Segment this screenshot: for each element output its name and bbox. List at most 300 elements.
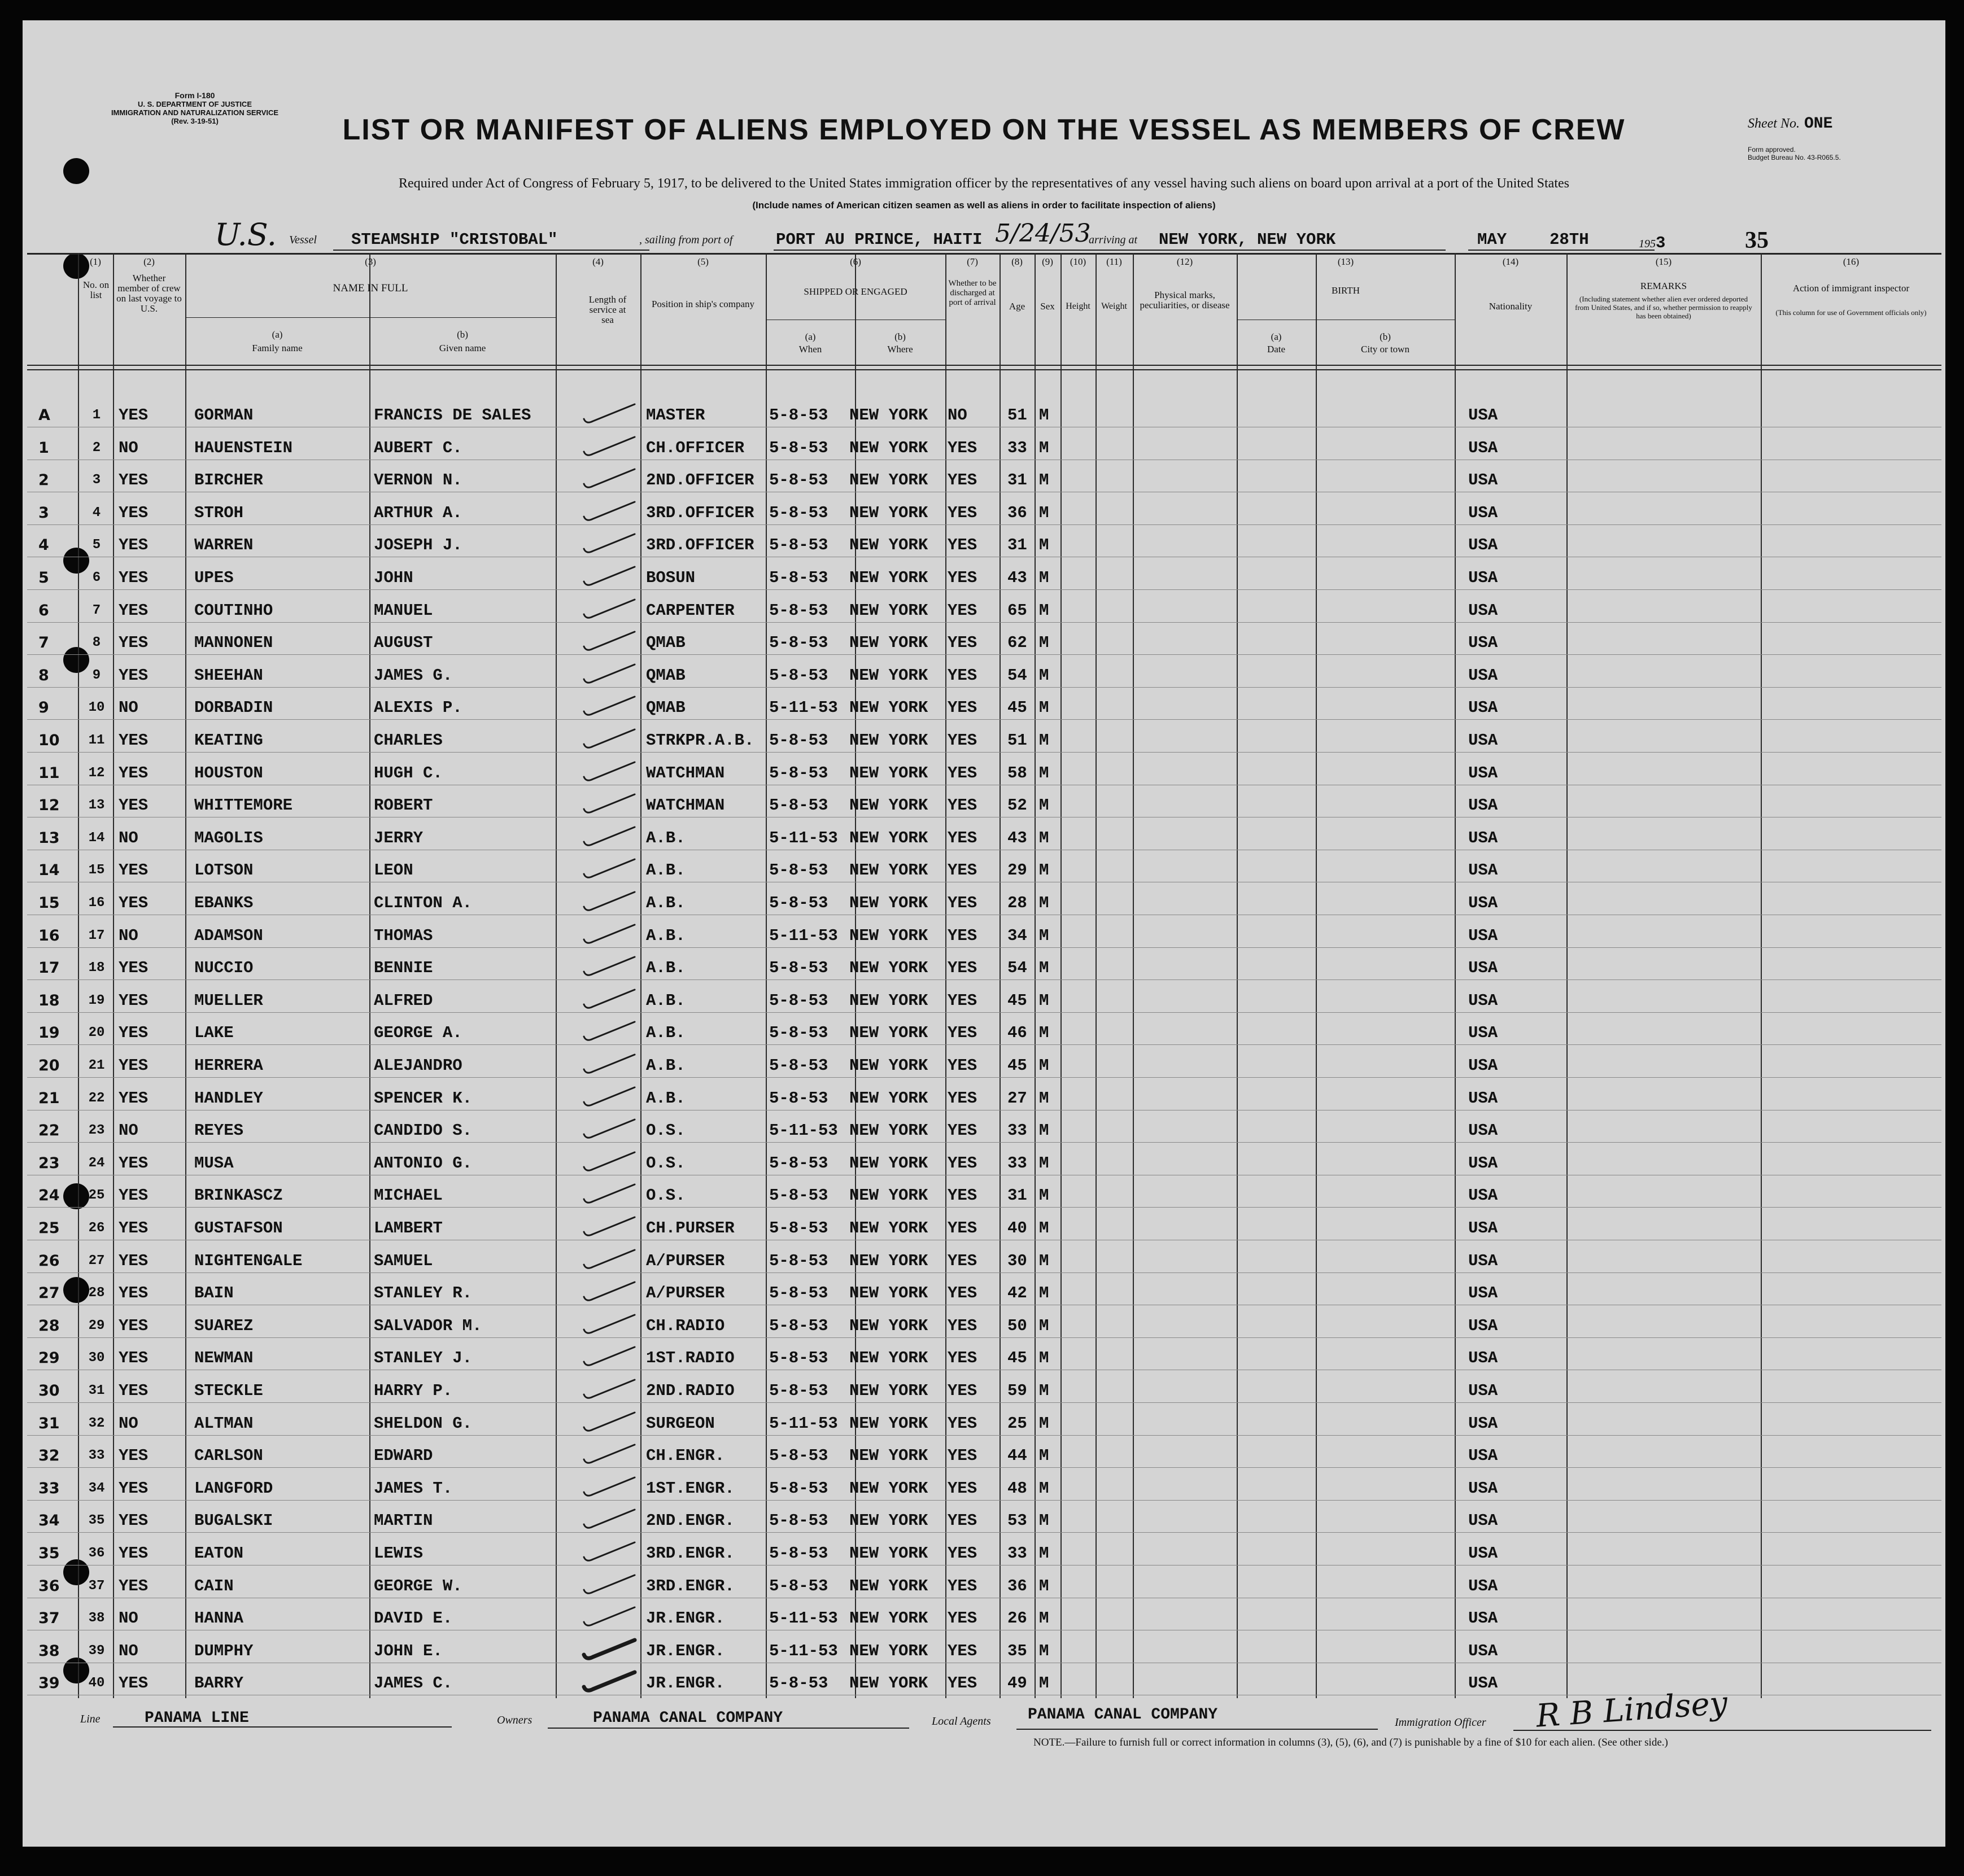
row-shipped-where: NEW YORK (849, 1641, 928, 1660)
row-left-index: 17 (38, 959, 60, 977)
row-shipped-when: 5-8-53 (769, 536, 828, 555)
row-sex: M (1039, 1641, 1049, 1660)
row-shipped-when: 5-11-53 (769, 926, 838, 945)
row-shipped-when: 5-11-53 (769, 1641, 838, 1660)
row-given-name: STANLEY J. (374, 1349, 473, 1368)
row-given-name: SPENCER K. (374, 1088, 473, 1108)
row-shipped-where: NEW YORK (849, 698, 928, 718)
row-position: JR.ENGR. (646, 1641, 725, 1660)
row-prev-voyage: YES (119, 1316, 149, 1335)
col5-number: (5) (697, 256, 709, 267)
row-number: 27 (88, 1253, 105, 1269)
row-shipped-where: NEW YORK (849, 438, 928, 457)
row-left-index: 30 (38, 1382, 60, 1400)
row-given-name: JAMES G. (374, 666, 453, 685)
row-family-name: COUTINHO (194, 601, 273, 620)
row-left-index: 14 (38, 862, 60, 880)
row-age: 65 (1007, 601, 1027, 620)
check-mark-icon (559, 526, 644, 560)
row-shipped-where: NEW YORK (849, 991, 928, 1010)
check-mark-icon (559, 1274, 644, 1308)
row-position: O.S. (646, 1121, 686, 1140)
row-position: A.B. (646, 1056, 686, 1075)
row-position: A/PURSER (646, 1284, 725, 1303)
row-nationality: USA (1468, 1024, 1498, 1043)
row-left-index: 25 (38, 1219, 60, 1237)
row-discharged: YES (948, 796, 977, 815)
footer-owners-label: Owners (497, 1714, 533, 1726)
row-shipped-when: 5-8-53 (769, 1544, 828, 1563)
footer-owners-value: PANAMA CANAL COMPANY (593, 1709, 783, 1727)
row-age: 45 (1007, 1056, 1027, 1075)
row-given-name: HUGH C. (374, 763, 443, 782)
row-shipped-where: NEW YORK (849, 1024, 928, 1043)
row-sex: M (1039, 1056, 1049, 1075)
row-sex: M (1039, 1153, 1049, 1173)
row-age: 33 (1007, 438, 1027, 457)
row-discharged: YES (948, 601, 977, 620)
check-mark-icon (559, 1437, 644, 1471)
row-prev-voyage: YES (119, 1511, 149, 1530)
row-prev-voyage: YES (119, 1284, 149, 1303)
row-nationality: USA (1468, 1186, 1498, 1205)
row-prev-voyage: YES (119, 406, 149, 425)
row-shipped-where: NEW YORK (849, 1446, 928, 1466)
footer-line-label: Line (80, 1713, 101, 1725)
footer-line-value: PANAMA LINE (145, 1709, 249, 1727)
row-left-index: 36 (38, 1577, 60, 1595)
row-sex: M (1039, 796, 1049, 815)
row-left-index: 27 (38, 1284, 60, 1302)
handwritten-date: 5/24/53 (995, 219, 1091, 248)
row-family-name: DUMPHY (194, 1641, 254, 1660)
row-nationality: USA (1468, 1088, 1498, 1108)
row-position: A.B. (646, 926, 686, 945)
col8-number: (8) (1011, 256, 1023, 267)
check-mark-icon (559, 1664, 644, 1698)
row-discharged: YES (948, 503, 977, 522)
col14-number: (14) (1502, 256, 1519, 267)
row-given-name: MANUEL (374, 601, 433, 620)
form-number: Form I-180 (174, 91, 215, 100)
check-mark-icon (559, 1470, 644, 1503)
row-shipped-when: 5-8-53 (769, 894, 828, 912)
row-sex: M (1039, 1024, 1049, 1043)
vessel-label: Vessel (289, 234, 317, 246)
row-given-name: JAMES T. (374, 1479, 453, 1498)
row-age: 49 (1007, 1674, 1027, 1693)
row-number: 15 (88, 863, 105, 878)
row-family-name: NEWMAN (194, 1349, 254, 1368)
check-mark-icon (559, 786, 644, 820)
row-position: WATCHMAN (646, 763, 725, 782)
row-nationality: USA (1468, 503, 1498, 522)
row-given-name: STANLEY R. (374, 1284, 473, 1303)
row-age: 45 (1007, 698, 1027, 718)
row-sex: M (1039, 1219, 1049, 1237)
row-shipped-when: 5-8-53 (769, 406, 828, 425)
col3a-header: Family name (252, 343, 303, 353)
row-left-index: 1 (38, 439, 49, 457)
row-family-name: STECKLE (194, 1381, 263, 1400)
row-position: 1ST.ENGR. (646, 1479, 735, 1498)
approval-line: Form approved. (1748, 146, 1796, 154)
row-age: 43 (1007, 828, 1027, 847)
row-prev-voyage: YES (119, 1024, 149, 1043)
row-nationality: USA (1468, 471, 1498, 490)
row-given-name: ROBERT (374, 796, 433, 815)
row-given-name: JAMES C. (374, 1674, 453, 1693)
row-shipped-when: 5-8-53 (769, 1153, 828, 1173)
col15-number: (15) (1655, 256, 1672, 267)
row-shipped-when: 5-8-53 (769, 959, 828, 978)
arrival-month: MAY (1477, 230, 1507, 249)
row-number: 14 (88, 830, 105, 846)
row-sex: M (1039, 1446, 1049, 1466)
row-position: JR.ENGR. (646, 1674, 725, 1693)
row-nationality: USA (1468, 698, 1498, 718)
row-sex: M (1039, 1251, 1049, 1270)
row-shipped-where: NEW YORK (849, 601, 928, 620)
row-shipped-where: NEW YORK (849, 1284, 928, 1303)
row-nationality: USA (1468, 1609, 1498, 1628)
row-position: 2ND.RADIO (646, 1381, 735, 1400)
col6-number: (6) (850, 256, 861, 267)
handwritten-prefix: U.S. (215, 217, 277, 252)
row-family-name: WHITTEMORE (194, 796, 293, 815)
row-nationality: USA (1468, 861, 1498, 880)
row-given-name: ARTHUR A. (374, 503, 462, 522)
row-number: 22 (88, 1090, 105, 1106)
row-position: 3RD.OFFICER (646, 503, 754, 522)
sheet-number-value: ONE (1804, 115, 1833, 133)
row-age: 53 (1007, 1511, 1027, 1530)
check-mark-icon (559, 1177, 644, 1210)
row-given-name: LAMBERT (374, 1219, 443, 1237)
row-nationality: USA (1468, 1056, 1498, 1075)
row-prev-voyage: YES (119, 1479, 149, 1498)
row-sex: M (1039, 471, 1049, 490)
row-family-name: SHEEHAN (194, 666, 263, 685)
row-age: 45 (1007, 991, 1027, 1010)
row-family-name: HANDLEY (194, 1088, 263, 1108)
row-discharged: YES (948, 731, 977, 750)
row-given-name: JOHN (374, 569, 413, 587)
row-discharged: YES (948, 1479, 977, 1498)
check-mark-icon (559, 1502, 644, 1536)
row-discharged: YES (948, 1056, 977, 1075)
row-prev-voyage: YES (119, 1446, 149, 1466)
row-number: 7 (92, 602, 101, 618)
row-age: 51 (1007, 406, 1027, 425)
row-position: CH.PURSER (646, 1219, 735, 1237)
row-sex: M (1039, 1544, 1049, 1563)
row-nationality: USA (1468, 1219, 1498, 1237)
row-prev-voyage: YES (119, 1674, 149, 1693)
row-family-name: NUCCIO (194, 959, 254, 978)
row-nationality: USA (1468, 991, 1498, 1010)
row-shipped-where: NEW YORK (849, 471, 928, 490)
row-family-name: GORMAN (194, 406, 254, 425)
row-family-name: HAUENSTEIN (194, 438, 293, 457)
row-number: 11 (88, 733, 105, 748)
row-prev-voyage: NO (119, 828, 138, 847)
row-number: 35 (88, 1513, 105, 1529)
row-nationality: USA (1468, 1284, 1498, 1303)
row-sex: M (1039, 1316, 1049, 1335)
check-mark-icon (559, 721, 644, 755)
row-shipped-when: 5-8-53 (769, 1511, 828, 1530)
row-position: BOSUN (646, 569, 696, 587)
row-left-index: 39 (38, 1674, 60, 1693)
col7-header: Whether to be discharged at port of arrival (948, 279, 997, 307)
col3-header: NAME IN FULL (333, 282, 408, 294)
row-age: 29 (1007, 861, 1027, 880)
row-position: CARPENTER (646, 601, 735, 620)
row-position: O.S. (646, 1153, 686, 1173)
row-left-index: 5 (38, 569, 49, 587)
row-nationality: USA (1468, 959, 1498, 978)
row-number: 12 (88, 765, 105, 781)
row-left-index: 35 (38, 1545, 60, 1562)
col3b-number: (b) (457, 329, 468, 340)
check-mark-icon (559, 917, 644, 951)
row-position: QMAB (646, 698, 686, 718)
col12-header: Physical marks, peculiarities, or disease (1140, 290, 1230, 311)
sailing-label: , sailing from port of (639, 234, 733, 246)
row-shipped-where: NEW YORK (849, 796, 928, 815)
check-mark-icon (559, 461, 644, 495)
col13-number: (13) (1337, 256, 1354, 267)
row-shipped-when: 5-8-53 (769, 991, 828, 1010)
row-given-name: VERNON N. (374, 471, 462, 490)
row-shipped-where: NEW YORK (849, 569, 928, 587)
row-nationality: USA (1468, 633, 1498, 653)
arrival-day: 28TH (1550, 230, 1589, 249)
row-given-name: ANTONIO G. (374, 1153, 473, 1173)
row-sex: M (1039, 438, 1049, 457)
row-prev-voyage: YES (119, 569, 149, 587)
row-number: 5 (92, 537, 101, 553)
check-mark-icon (559, 1047, 644, 1081)
col13-header: BIRTH (1332, 285, 1360, 296)
row-age: 62 (1007, 633, 1027, 653)
row-family-name: LANGFORD (194, 1479, 273, 1498)
row-shipped-where: NEW YORK (849, 1511, 928, 1530)
row-family-name: BIRCHER (194, 471, 263, 490)
row-number: 30 (88, 1350, 105, 1366)
row-position: MASTER (646, 406, 705, 425)
row-given-name: LEWIS (374, 1544, 424, 1563)
row-age: 36 (1007, 503, 1027, 522)
row-family-name: MANNONEN (194, 633, 273, 653)
row-sex: M (1039, 1479, 1049, 1498)
row-family-name: NIGHTENGALE (194, 1251, 303, 1270)
row-discharged: YES (948, 698, 977, 718)
check-mark-icon (559, 592, 644, 626)
row-left-index: 31 (38, 1414, 60, 1432)
row-sex: M (1039, 991, 1049, 1010)
row-shipped-where: NEW YORK (849, 1219, 928, 1237)
row-family-name: BUGALSKI (194, 1511, 273, 1530)
row-prev-voyage: YES (119, 991, 149, 1010)
officer-signature: R B Lindsey (1535, 1685, 1729, 1735)
check-mark-icon (559, 819, 644, 853)
row-age: 26 (1007, 1609, 1027, 1628)
row-discharged: YES (948, 959, 977, 978)
row-position: O.S. (646, 1186, 686, 1205)
row-nationality: USA (1468, 1511, 1498, 1530)
row-number: 37 (88, 1578, 105, 1594)
row-age: 52 (1007, 796, 1027, 815)
vessel-name: STEAMSHIP "CRISTOBAL" (351, 230, 558, 249)
col3-number: (3) (365, 256, 376, 267)
row-prev-voyage: YES (119, 1186, 149, 1205)
row-number: 13 (88, 798, 105, 814)
row-discharged: YES (948, 666, 977, 685)
row-sex: M (1039, 1284, 1049, 1303)
row-nationality: USA (1468, 536, 1498, 555)
row-sex: M (1039, 861, 1049, 880)
row-left-index: 2 (38, 471, 49, 489)
row-discharged: YES (948, 828, 977, 847)
row-family-name: MUSA (194, 1153, 234, 1173)
row-prev-voyage: YES (119, 1381, 149, 1400)
row-sex: M (1039, 1414, 1049, 1433)
row-prev-voyage: YES (119, 1153, 149, 1173)
row-shipped-when: 5-8-53 (769, 861, 828, 880)
check-mark-icon (559, 1632, 644, 1666)
col13a-header: Date (1267, 344, 1286, 355)
row-given-name: DAVID E. (374, 1609, 453, 1628)
row-prev-voyage: YES (119, 861, 149, 880)
row-shipped-when: 5-8-53 (769, 1219, 828, 1237)
col1-number: (1) (90, 256, 101, 267)
row-left-index: 3 (38, 504, 49, 522)
col16-subheader: (This column for use of Government officials only) (1775, 308, 1927, 317)
row-age: 34 (1007, 926, 1027, 945)
row-position: 2ND.OFFICER (646, 471, 754, 490)
row-number: 40 (88, 1676, 105, 1691)
row-nationality: USA (1468, 1479, 1498, 1498)
row-shipped-where: NEW YORK (849, 1349, 928, 1368)
row-left-index: 12 (38, 797, 60, 815)
row-left-index: 10 (38, 732, 60, 749)
row-position: A.B. (646, 1088, 686, 1108)
col10-header: Height (1066, 301, 1090, 311)
row-discharged: YES (948, 569, 977, 587)
row-left-index: 34 (38, 1512, 60, 1530)
row-shipped-when: 5-8-53 (769, 1316, 828, 1335)
row-shipped-where: NEW YORK (849, 1153, 928, 1173)
row-family-name: ADAMSON (194, 926, 263, 945)
row-age: 27 (1007, 1088, 1027, 1108)
row-given-name: FRANCIS DE SALES (374, 406, 531, 425)
row-position: CH.ENGR. (646, 1446, 725, 1466)
row-nationality: USA (1468, 438, 1498, 457)
row-prev-voyage: YES (119, 666, 149, 685)
row-sex: M (1039, 503, 1049, 522)
row-position: A.B. (646, 991, 686, 1010)
row-family-name: LAKE (194, 1024, 234, 1043)
footer-officer-label: Immigration Officer (1395, 1716, 1486, 1729)
row-family-name: WARREN (194, 536, 254, 555)
row-family-name: CARLSON (194, 1446, 263, 1466)
col16-header: Action of immigrant inspector (1792, 283, 1910, 294)
row-family-name: EATON (194, 1544, 244, 1563)
row-left-index: 6 (38, 601, 49, 619)
row-number: 21 (88, 1058, 105, 1073)
row-left-index: 24 (38, 1187, 60, 1205)
row-age: 25 (1007, 1414, 1027, 1433)
row-age: 54 (1007, 959, 1027, 978)
row-prev-voyage: NO (119, 926, 138, 945)
manifest-sheet (23, 20, 1945, 1847)
col13b-number: (b) (1380, 331, 1391, 342)
row-nationality: USA (1468, 1381, 1498, 1400)
row-sex: M (1039, 959, 1049, 978)
row-age: 31 (1007, 536, 1027, 555)
row-prev-voyage: YES (119, 1219, 149, 1237)
row-prev-voyage: YES (119, 601, 149, 620)
row-nationality: USA (1468, 1674, 1498, 1693)
row-nationality: USA (1468, 1414, 1498, 1433)
row-age: 59 (1007, 1381, 1027, 1400)
row-nationality: USA (1468, 666, 1498, 685)
check-mark-icon (559, 1405, 644, 1438)
row-given-name: HARRY P. (374, 1381, 453, 1400)
row-sex: M (1039, 763, 1049, 782)
handwritten-number: 35 (1745, 228, 1769, 253)
row-sex: M (1039, 536, 1049, 555)
row-sex: M (1039, 1576, 1049, 1595)
row-given-name: JOSEPH J. (374, 536, 462, 555)
check-mark-icon (559, 1014, 644, 1048)
row-discharged: YES (948, 1186, 977, 1205)
row-given-name: ALEXIS P. (374, 698, 462, 718)
row-given-name: ALFRED (374, 991, 433, 1010)
check-mark-icon (559, 851, 644, 885)
row-family-name: KEATING (194, 731, 263, 750)
row-number: 19 (88, 992, 105, 1008)
row-shipped-when: 5-8-53 (769, 1576, 828, 1595)
row-shipped-where: NEW YORK (849, 1121, 928, 1140)
row-nationality: USA (1468, 796, 1498, 815)
row-given-name: JERRY (374, 828, 424, 847)
row-family-name: MAGOLIS (194, 828, 263, 847)
col1-header: No. on list (82, 279, 110, 300)
row-age: 42 (1007, 1284, 1027, 1303)
row-number: 34 (88, 1480, 105, 1496)
row-prev-voyage: YES (119, 536, 149, 555)
row-family-name: REYES (194, 1121, 244, 1140)
year-suffix: 3 (1656, 234, 1666, 252)
row-discharged: YES (948, 1316, 977, 1335)
row-shipped-where: NEW YORK (849, 959, 928, 978)
row-left-index: 11 (38, 764, 60, 782)
row-discharged: YES (948, 894, 977, 912)
page-title: LIST OR MANIFEST OF ALIENS EMPLOYED ON THE VESSEL AS MEMBERS OF CREW (342, 113, 1626, 146)
check-mark-icon (559, 884, 644, 918)
row-discharged: YES (948, 1251, 977, 1270)
col14-header: Nationality (1489, 301, 1533, 312)
row-prev-voyage: YES (119, 763, 149, 782)
row-prev-voyage: YES (119, 503, 149, 522)
row-shipped-where: NEW YORK (849, 1479, 928, 1498)
row-nationality: USA (1468, 926, 1498, 945)
col15-header: REMARKS (1640, 281, 1687, 291)
subtitle-note: (Include names of American citizen seamen as well as aliens in order to facilitate inspection of aliens) (752, 200, 1216, 211)
